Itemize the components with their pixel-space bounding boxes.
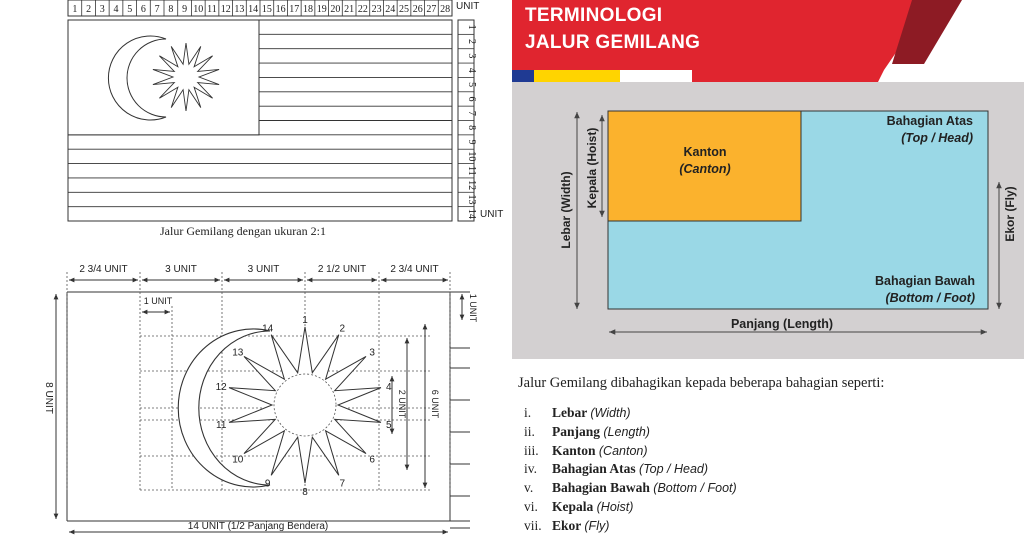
banner-red-strip (692, 70, 884, 82)
ruler-number: 20 (330, 4, 341, 15)
star-point-number: 14 (262, 323, 274, 335)
ruler-number: 5 (127, 4, 133, 15)
top-head-label-en: (Top / Head) (901, 131, 973, 145)
side-ruler-number: 5 (466, 82, 477, 88)
top-dimension-label: 3 UNIT (165, 264, 197, 275)
item-number: iv. (524, 461, 537, 477)
ruler-number: 18 (303, 4, 313, 15)
item-english-term: (Hoist) (596, 499, 634, 514)
ruler-number: 23 (371, 4, 382, 15)
ruler-number: 21 (344, 4, 355, 15)
width-label: Lebar (Width) (559, 171, 573, 249)
star-point-number: 5 (386, 420, 392, 432)
side-ruler-unit-label: UNIT (480, 209, 504, 220)
item-malay-term: Ekor (552, 517, 585, 533)
side-ruler-number: 7 (466, 110, 477, 116)
side-ruler-number: 9 (466, 139, 477, 145)
ruler-number: 24 (385, 4, 396, 15)
item-number: i. (524, 405, 532, 420)
star-point-number: 13 (232, 347, 244, 359)
star-point-number: 9 (264, 478, 271, 490)
six-unit-label: 6 UNIT (430, 389, 440, 419)
parts-list (524, 405, 737, 537)
parts-list-item (524, 424, 737, 443)
ruler-number: 25 (399, 4, 409, 15)
side-ruler-number: 8 (466, 125, 477, 131)
banner-blue-strip (512, 70, 534, 82)
ruler-number: 8 (168, 4, 174, 15)
top-head-label: Bahagian Atas (886, 114, 973, 128)
item-malay-term: Panjang (552, 423, 604, 439)
ruler-number: 22 (357, 4, 368, 15)
bottom-dimension-label: 14 UNIT (1/2 Panjang Bendera) (187, 521, 329, 532)
star-point-number: 11 (216, 420, 227, 432)
item-malay-term: Kanton (552, 442, 599, 458)
side-ruler-number: 10 (466, 151, 477, 162)
item-english-term: (Top / Head) (639, 462, 709, 477)
ruler-number: 12 (220, 4, 231, 15)
parts-list-item (524, 443, 737, 462)
side-ruler-number: 2 (466, 39, 477, 45)
height-label: 8 UNIT (43, 382, 54, 414)
canton-label-en: (Canton) (679, 162, 731, 176)
side-ruler-number: 1 (466, 24, 477, 30)
side-ruler-number: 11 (466, 165, 477, 176)
star-point-number: 7 (339, 478, 346, 490)
side-ruler-number: 12 (466, 180, 477, 191)
side-ruler-number: 4 (466, 67, 477, 73)
ruler-number: 15 (261, 4, 272, 15)
item-english-term: (Canton) (598, 443, 648, 458)
ruler-number: 14 (248, 4, 259, 15)
star-point-number: 8 (302, 487, 308, 498)
top-dimension-label: 3 UNIT (247, 264, 280, 275)
ruler-number: 6 (140, 4, 146, 15)
fly-label: Ekor (Fly) (1003, 186, 1017, 242)
one-unit-right-label: 1 UNIT (468, 293, 478, 323)
top-dimension-label: 2 3/4 UNIT (390, 264, 439, 275)
top-dimension-label: 2 1/2 UNIT (317, 264, 367, 275)
canton-label: Kanton (683, 145, 727, 159)
star-outline (229, 327, 381, 483)
parts-intro: Jalur Gemilang dibahagikan kepada beberapa bahagian seperti: (518, 375, 885, 391)
star-point-number: 2 (339, 323, 346, 335)
item-number: vii. (524, 517, 542, 533)
parts-list-item (524, 461, 737, 480)
ruler-number: 1 (72, 4, 78, 15)
banner-white-strip (620, 70, 692, 82)
ruler-number: 3 (99, 4, 105, 15)
item-number: ii. (524, 423, 535, 439)
ruler-number: 9 (182, 4, 188, 15)
ruler-unit-label: UNIT (456, 1, 480, 12)
banner-title-line1: TERMINOLOGI (525, 5, 663, 26)
item-number: vi. (524, 498, 538, 514)
canton-dimension-diagram (0, 258, 512, 536)
length-label: Panjang (Length) (730, 317, 834, 331)
banner-yellow-strip (534, 70, 620, 82)
ruler-number: 11 (207, 4, 217, 15)
ruler-number: 4 (113, 4, 119, 15)
side-ruler-number: 6 (466, 96, 477, 102)
top-ruler (68, 0, 452, 16)
two-unit-label: 2 UNIT (397, 389, 407, 419)
parts-list-item (524, 405, 737, 424)
ruler-number: 10 (193, 4, 204, 15)
bottom-foot-label-en: (Bottom / Foot) (885, 291, 975, 305)
item-malay-term: Kepala (552, 498, 597, 514)
bottom-foot-label: Bahagian Bawah (874, 274, 975, 288)
terminology-flag-diagram (512, 82, 1024, 359)
ruler-number: 19 (316, 4, 327, 15)
banner-title-line2: JALUR GEMILANG (525, 32, 701, 53)
star-point-number: 1 (302, 315, 308, 326)
item-english-term: (Width) (590, 406, 631, 420)
side-ruler-number: 13 (466, 194, 477, 205)
item-number: v. (524, 480, 534, 496)
side-ruler-number: 14 (466, 208, 477, 219)
flag-grid-diagram (0, 0, 512, 224)
star-point-number: 10 (232, 454, 244, 466)
item-malay-term: Lebar (552, 405, 591, 420)
ruler-number: 13 (234, 4, 245, 15)
ruler-number: 26 (412, 4, 423, 15)
flag-outline (68, 20, 452, 221)
side-ruler (458, 20, 477, 221)
hoist-label: Kepala (Hoist) (585, 127, 599, 209)
parts-list-item (524, 499, 737, 518)
item-malay-term: Bahagian Atas (552, 461, 640, 477)
item-english-term: (Fly) (584, 518, 610, 533)
ruler-number: 17 (289, 4, 300, 15)
item-english-term: (Length) (603, 424, 650, 439)
ruler-number: 16 (275, 4, 286, 15)
ruler-number: 2 (86, 4, 92, 15)
star-point-number: 6 (369, 454, 375, 466)
item-number: iii. (524, 442, 539, 458)
parts-list-item (524, 518, 737, 537)
one-unit-label: 1 UNIT (143, 296, 173, 306)
star-point-number: 4 (386, 381, 392, 393)
item-english-term: (Bottom / Foot) (653, 481, 737, 496)
side-ruler-number: 3 (466, 53, 477, 59)
star-point-number: 3 (369, 347, 375, 359)
flag-ratio-caption: Jalur Gemilang dengan ukuran 2:1 (160, 224, 326, 238)
star-point-number: 12 (215, 381, 227, 393)
item-malay-term: Bahagian Bawah (552, 480, 654, 496)
parts-list-item (524, 480, 737, 499)
ruler-number: 28 (440, 4, 451, 15)
ruler-number: 7 (154, 4, 160, 15)
ruler-number: 27 (426, 4, 437, 15)
top-dimension-label: 2 3/4 UNIT (79, 264, 128, 275)
